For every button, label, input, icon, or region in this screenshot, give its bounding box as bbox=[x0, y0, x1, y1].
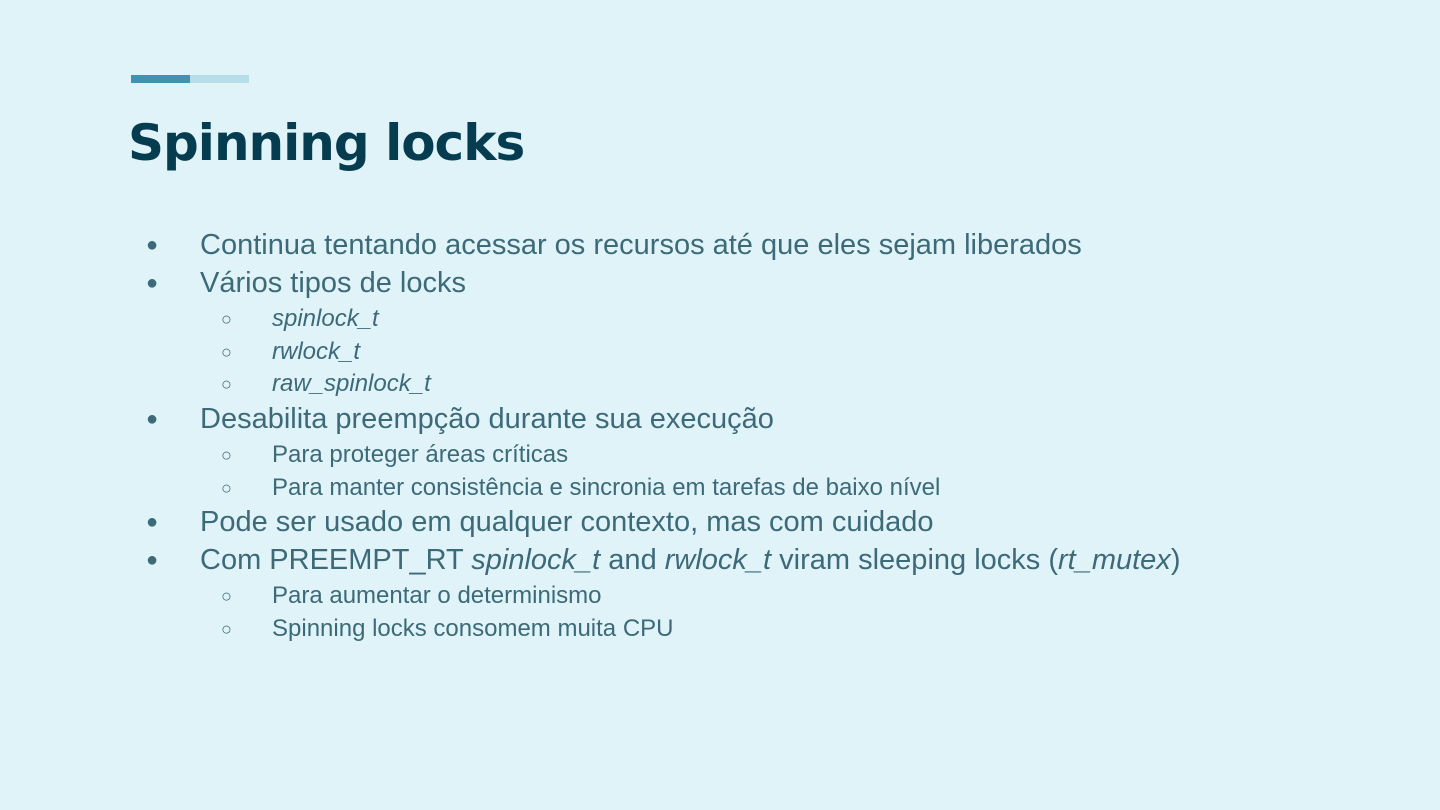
sub-bullet-marker: ○ bbox=[221, 374, 232, 394]
sub-bullet-text: spinlock_t bbox=[272, 305, 379, 332]
bullet-marker: ● bbox=[146, 511, 159, 533]
sub-bullet-marker: ○ bbox=[221, 478, 232, 498]
bullet-marker: ● bbox=[146, 272, 159, 294]
bullet-marker: ● bbox=[146, 234, 159, 256]
bullet-text: Desabilita preempção durante sua execução bbox=[200, 403, 774, 435]
sub-bullet-text: Para manter consistência e sincronia em tarefas de baixo nível bbox=[272, 474, 941, 501]
bullet-text: Vários tipos de locks bbox=[200, 267, 466, 299]
bullet-text-part: and bbox=[600, 544, 665, 576]
bullet-text: Continua tentando acessar os recursos até que eles sejam liberados bbox=[200, 229, 1082, 261]
bullet-text-part: viram sleeping locks ( bbox=[771, 544, 1058, 576]
sub-bullet-marker: ○ bbox=[221, 342, 232, 362]
bullet-marker: ● bbox=[146, 549, 159, 571]
sub-bullet-marker: ○ bbox=[221, 309, 232, 329]
sub-bullet-text: Para proteger áreas críticas bbox=[272, 441, 569, 468]
bullet-text-part: Com PREEMPT_RT bbox=[200, 544, 472, 576]
sub-bullet-text: rwlock_t bbox=[272, 338, 361, 365]
sub-bullet-text: raw_spinlock_t bbox=[272, 370, 431, 397]
sub-bullet-marker: ○ bbox=[221, 586, 232, 606]
bullet-text-code: spinlock_t bbox=[471, 544, 601, 576]
bullet-text-code: rwlock_t bbox=[664, 544, 772, 576]
sub-bullet-marker: ○ bbox=[221, 445, 232, 465]
sub-bullet-text: Para aumentar o determinismo bbox=[272, 582, 602, 609]
sub-bullet-text: Spinning locks consomem muita CPU bbox=[272, 615, 674, 642]
bullet-text-code: rt_mutex bbox=[1057, 544, 1171, 576]
sub-bullet-marker: ○ bbox=[221, 619, 232, 639]
bullet-text-part: ) bbox=[1170, 544, 1181, 576]
bullet-text bbox=[200, 542, 1180, 578]
slide-title: Spinning locks bbox=[128, 114, 525, 172]
bullet-text: Pode ser usado em qualquer contexto, mas com cuidado bbox=[200, 506, 934, 538]
bullet-marker: ● bbox=[146, 408, 159, 430]
